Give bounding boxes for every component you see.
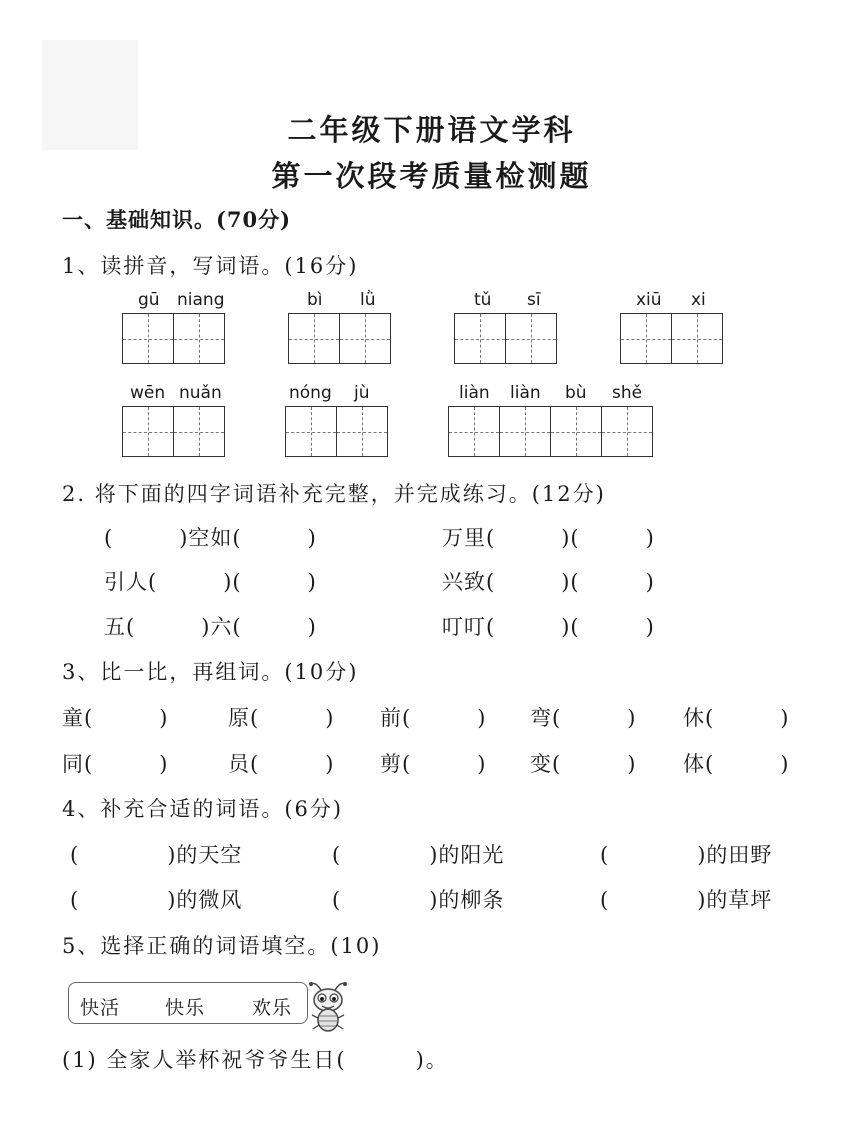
fill-blank-item[interactable]: 兴致( )( ) bbox=[442, 570, 655, 594]
word-pair-item[interactable]: 前( ) bbox=[380, 706, 487, 730]
writing-grid[interactable] bbox=[122, 406, 225, 457]
page-subtitle: 第一次段考质量检测题 bbox=[271, 159, 592, 193]
pinyin: lǜ bbox=[360, 290, 376, 310]
fill-blank-item[interactable]: 五( )六( ) bbox=[104, 615, 317, 639]
pinyin: shě bbox=[612, 383, 643, 403]
question-3-prompt: 3、比一比，再组词。(10分) bbox=[62, 660, 359, 684]
writing-grid[interactable] bbox=[448, 406, 653, 457]
pinyin: bù bbox=[565, 383, 587, 403]
pinyin: gū bbox=[138, 290, 160, 310]
writing-grid[interactable] bbox=[122, 313, 225, 364]
fill-blank-item[interactable]: 叮叮( )( ) bbox=[442, 615, 655, 639]
question-5-prompt: 5、选择正确的词语填空。(10) bbox=[62, 934, 382, 958]
pinyin: jù bbox=[354, 383, 370, 403]
phrase-blank-item[interactable]: ( )的草坪 bbox=[600, 888, 773, 912]
word-choice: 欢乐 bbox=[252, 997, 293, 1019]
word-pair-item[interactable]: 同( ) bbox=[62, 752, 169, 776]
pinyin: sī bbox=[527, 290, 541, 310]
question-5-sentence-1[interactable]: (1) 全家人举杯祝爷爷生日( )。 bbox=[62, 1048, 449, 1072]
fill-blank-item[interactable]: ( )空如( ) bbox=[104, 526, 317, 550]
fill-blank-item[interactable]: 万里( )( ) bbox=[442, 526, 655, 550]
phrase-blank-item[interactable]: ( )的天空 bbox=[70, 843, 243, 867]
writing-grid[interactable] bbox=[288, 313, 391, 364]
pinyin: xi bbox=[691, 290, 706, 310]
pinyin: liàn bbox=[510, 383, 541, 403]
pinyin: xiū bbox=[636, 290, 662, 310]
question-4-prompt: 4、补充合适的词语。(6分) bbox=[62, 797, 344, 821]
word-pair-item[interactable]: 休( ) bbox=[683, 706, 790, 730]
word-pair-item[interactable]: 原( ) bbox=[228, 706, 335, 730]
word-pair-item[interactable]: 变( ) bbox=[530, 752, 637, 776]
question-1-prompt: 1、读拼音，写词语。(16分) bbox=[62, 254, 359, 278]
word-choice: 快活 bbox=[80, 997, 121, 1019]
word-choice: 快乐 bbox=[165, 997, 206, 1019]
page-title: 二年级下册语文学科 bbox=[287, 113, 576, 147]
writing-grid[interactable] bbox=[620, 313, 723, 364]
writing-grid[interactable] bbox=[285, 406, 388, 457]
pinyin: liàn bbox=[459, 383, 490, 403]
question-2-prompt: 2. 将下面的四字词语补充完整，并完成练习。(12分) bbox=[62, 482, 606, 506]
word-pair-item[interactable]: 童( ) bbox=[62, 706, 169, 730]
phrase-blank-item[interactable]: ( )的田野 bbox=[600, 843, 773, 867]
cartoon-bug-icon bbox=[306, 978, 352, 1034]
pinyin: wēn bbox=[130, 383, 166, 403]
pinyin: nóng bbox=[289, 383, 332, 403]
word-pair-item[interactable]: 体( ) bbox=[683, 752, 790, 776]
phrase-blank-item[interactable]: ( )的阳光 bbox=[332, 843, 505, 867]
word-pair-item[interactable]: 员( ) bbox=[228, 752, 335, 776]
section-heading: 一、基础知识。(70分) bbox=[62, 207, 292, 232]
fill-blank-item[interactable]: 引人( )( ) bbox=[104, 570, 317, 594]
pinyin: bì bbox=[307, 290, 323, 310]
word-pair-item[interactable]: 弯( ) bbox=[530, 706, 637, 730]
writing-grid[interactable] bbox=[454, 313, 557, 364]
phrase-blank-item[interactable]: ( )的微风 bbox=[70, 888, 243, 912]
pinyin: nuǎn bbox=[179, 383, 222, 403]
pinyin: tǔ bbox=[474, 290, 492, 310]
pinyin: niang bbox=[177, 290, 225, 310]
word-pair-item[interactable]: 剪( ) bbox=[380, 752, 487, 776]
phrase-blank-item[interactable]: ( )的柳条 bbox=[332, 888, 505, 912]
